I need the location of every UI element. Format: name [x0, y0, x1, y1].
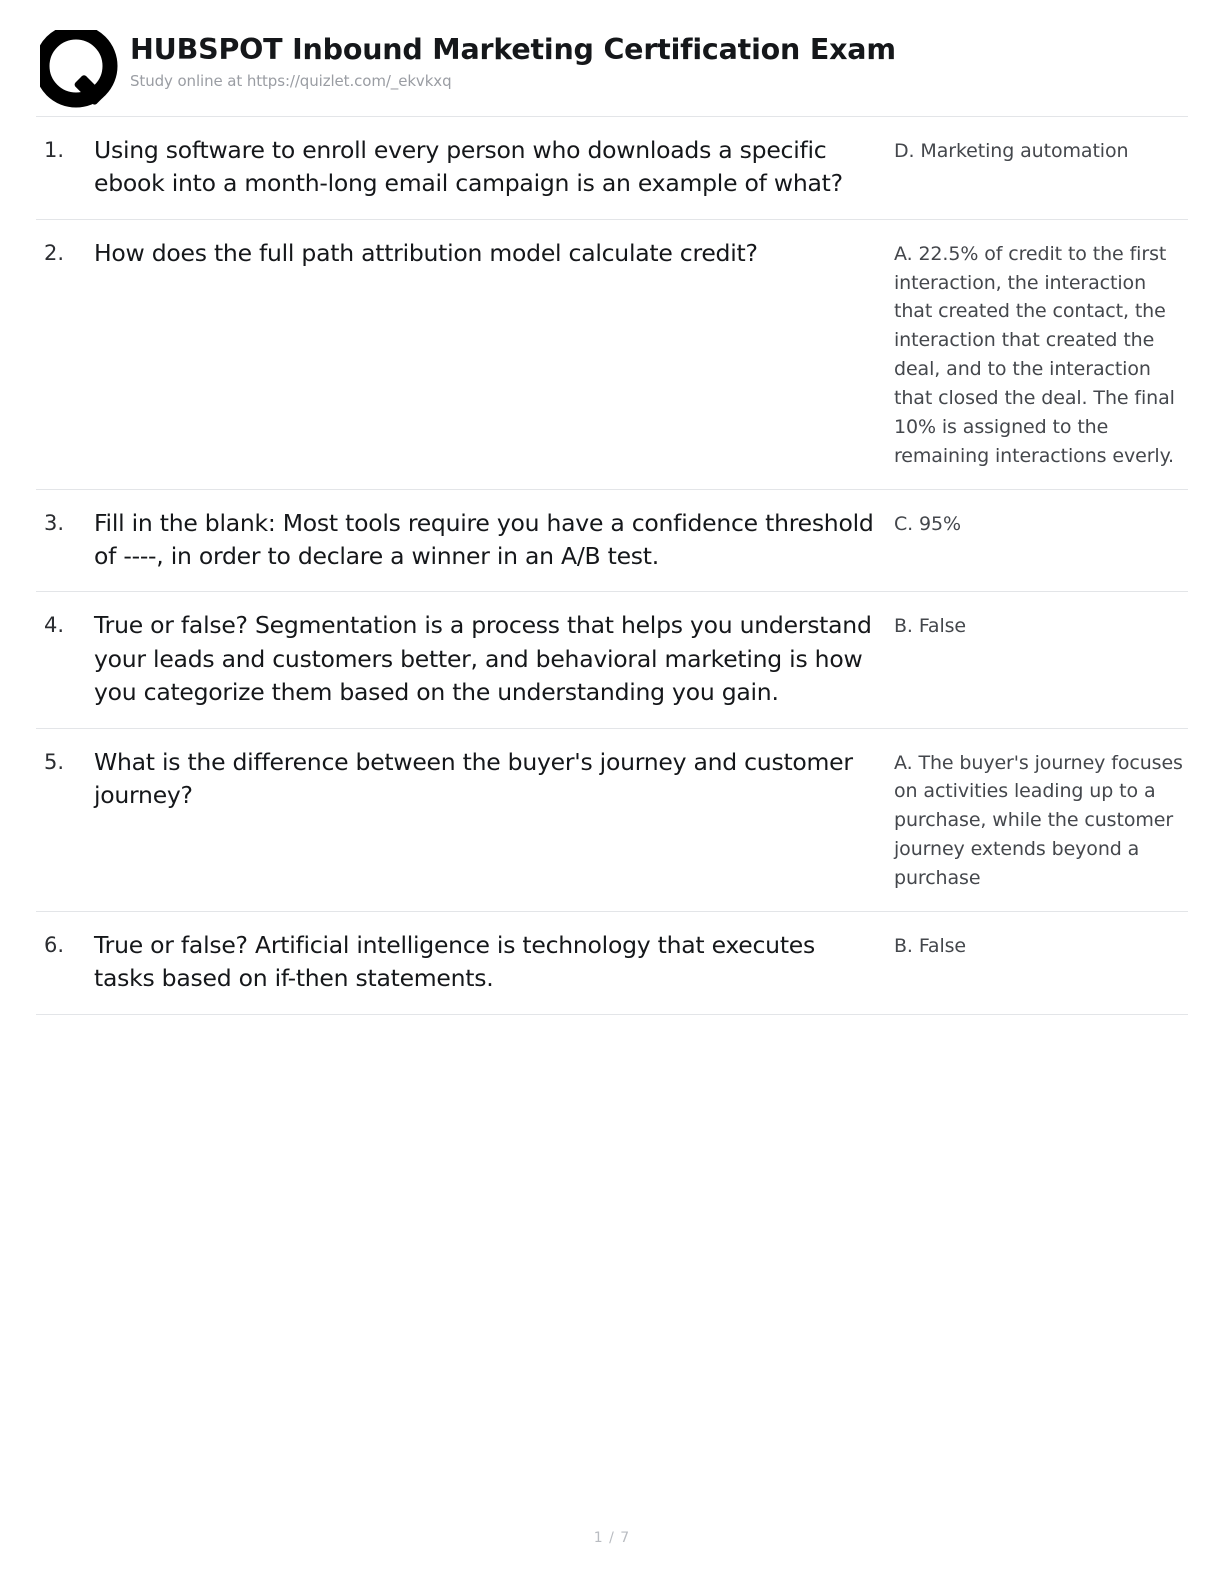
table-row [36, 729, 1188, 912]
answer-text: C. 95% [894, 512, 961, 535]
study-link[interactable]: Study online at https://quizlet.com/_ekvkxq [130, 72, 452, 91]
question-number: 4. [44, 613, 65, 638]
answer-text: A. The buyer's journey focuses on activities leading up to a purchase, while the customer journey extends beyond a purchase [894, 751, 1183, 890]
question-number: 6. [44, 932, 65, 957]
header-text-block [120, 28, 896, 90]
question-number: 1. [44, 138, 65, 162]
table-row [36, 490, 1188, 593]
answer-text: B. False [894, 615, 967, 638]
table-row [36, 220, 1188, 490]
question-list [36, 116, 1188, 1015]
question-number: 5. [44, 749, 65, 774]
table-row [36, 592, 1188, 728]
table-row [36, 117, 1188, 220]
question-number: 3. [44, 510, 65, 535]
document-header [36, 28, 1188, 116]
question-text: What is the difference between the buyer's journey and customer journey? [94, 747, 853, 809]
answer-text: D. Marketing automation [894, 140, 1129, 162]
question-text: True or false? Segmentation is a process that helps you understand your leads and customers better, and behavioral marketing is how you categorize them based on the understanding you gain. [94, 611, 872, 707]
question-text: Fill in the blank: Most tools require you have a confidence threshold of ----, in order to declare a winner in an A/B test. [94, 508, 874, 571]
page-title: HUBSPOT Inbound Marketing Certification Exam [130, 33, 896, 66]
page-number: 1 / 7 [593, 1530, 631, 1546]
answer-text: B. False [894, 934, 967, 957]
quizlet-q-logo-icon [36, 28, 120, 108]
answer-text: A. 22.5% of credit to the first interaction, the interaction that created the contact, the interaction that created the deal, and to the interaction that closed the deal. The final 10% is assigned to the remaining interactions everly. [894, 242, 1175, 467]
question-text: Using software to enroll every person who downloads a specific ebook into a month-long email campaign is an example of what? [94, 136, 843, 198]
question-text: How does the full path attribution model calculate credit? [94, 238, 758, 267]
table-row [36, 912, 1188, 1015]
question-number: 2. [44, 240, 65, 265]
question-text: True or false? Artificial intelligence is technology that executes tasks based on if-then statements. [94, 930, 815, 993]
